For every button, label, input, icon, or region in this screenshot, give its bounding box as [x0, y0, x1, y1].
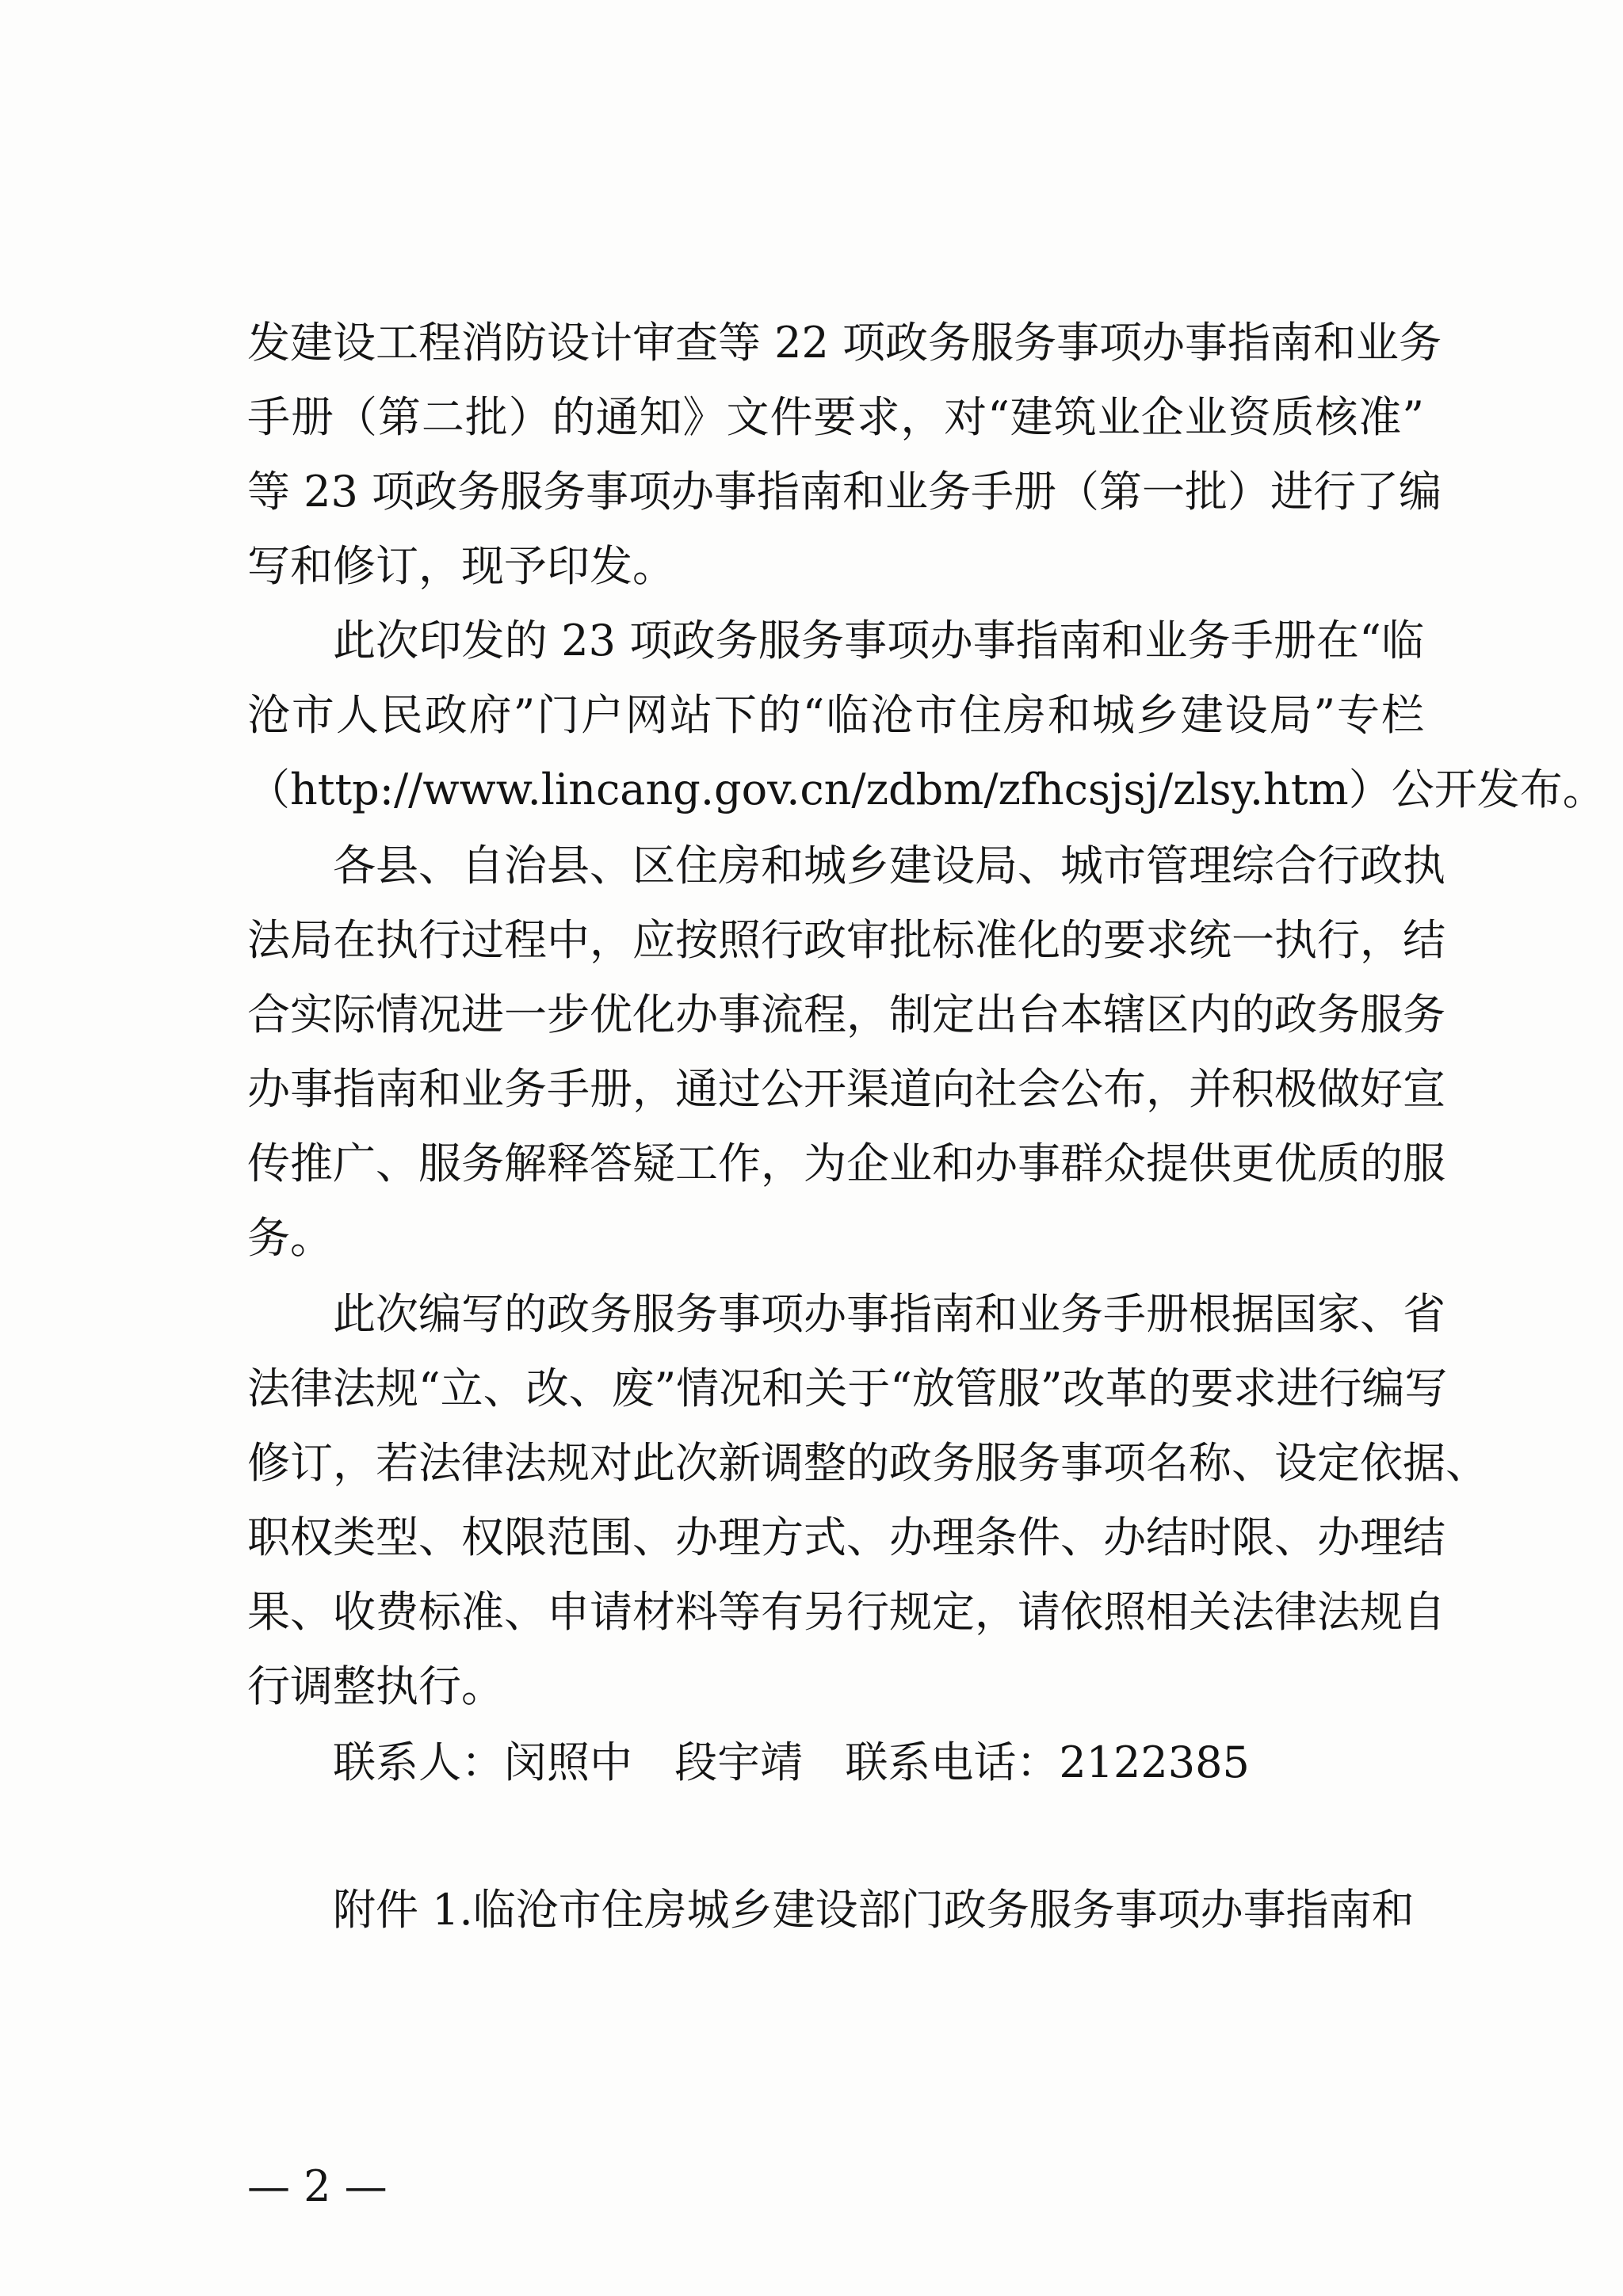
body-line-3: 等 23 项政务服务事项办事指南和业务手册（第一批）进行了编 [247, 467, 1442, 517]
body-line-9: 法局在执行过程中，应按照行政审批标准化的要求统一执行，结 [247, 915, 1445, 965]
body-line-13: 务。 [247, 1213, 333, 1263]
body-line-6: 沧市人民政府”门户网站下的“临沧市住房和城乡建设局”专栏 [247, 690, 1424, 740]
body-line-17: 职权类型、权限范围、办理方式、办理条件、办结时限、办理结 [247, 1512, 1445, 1562]
body-line-12: 传推广、服务解释答疑工作，为企业和办事群众提供更优质的服 [247, 1138, 1445, 1188]
body-line-7-url: （http://www.lincang.gov.cn/zdbm/zfhcsjsj/zlsy.htm）公开发布。 [247, 765, 1606, 814]
body-line-15: 法律法规“立、改、废”情况和关于“放管服”改革的要求进行编写 [247, 1363, 1448, 1413]
attachment-line: 附件 1.临沧市住房城乡建设部门政务服务事项办事指南和 [333, 1885, 1415, 1935]
contact-line: 联系人：闵照中 段宇靖 联系电话：2122385 [333, 1737, 1250, 1787]
body-line-18: 果、收费标准、申请材料等有另行规定，请依照相关法律法规自 [247, 1587, 1445, 1637]
body-line-11: 办事指南和业务手册，通过公开渠道向社会公布，并积极做好宣 [247, 1064, 1445, 1114]
page-number: — 2 — [247, 2161, 388, 2211]
body-line-10: 合实际情况进一步优化办事流程，制定出台本辖区内的政务服务 [247, 990, 1445, 1039]
body-line-8: 各县、自治县、区住房和城乡建设局、城市管理综合行政执 [333, 841, 1445, 891]
body-line-4: 写和修订，现予印发。 [247, 541, 675, 591]
body-line-5: 此次印发的 23 项政务服务事项办事指南和业务手册在“临 [333, 616, 1424, 666]
body-line-2: 手册（第二批）的通知》文件要求，对“建筑业企业资质核准” [247, 392, 1424, 442]
body-line-19: 行调整执行。 [247, 1661, 504, 1711]
body-line-16: 修订，若法律法规对此次新调整的政务服务事项名称、设定依据、 [247, 1438, 1488, 1488]
body-line-1: 发建设工程消防设计审查等 22 项政务服务事项办事指南和业务 [247, 318, 1442, 368]
body-line-14: 此次编写的政务服务事项办事指南和业务手册根据国家、省 [333, 1289, 1445, 1339]
